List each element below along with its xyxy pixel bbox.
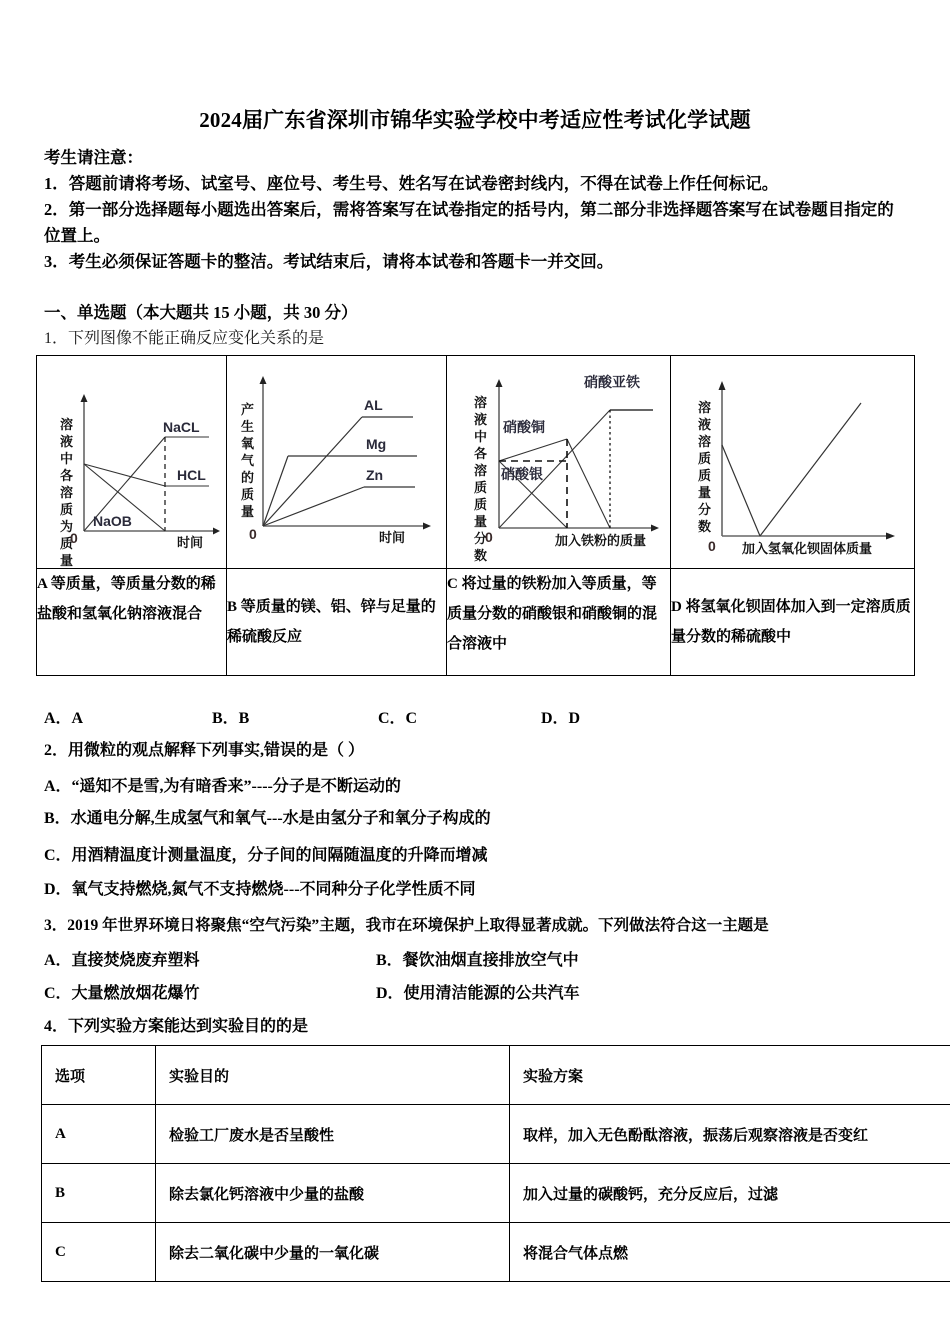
figure-cell-c bbox=[447, 356, 671, 569]
figure-cell-b bbox=[227, 356, 447, 569]
q1-choice-c[interactable]: C．C bbox=[378, 710, 418, 727]
q2-option-c[interactable]: C．用酒精温度计测量温度，分子间的间隔随温度的升降而增减 bbox=[44, 847, 488, 864]
chart-b-xlabel: 时间 bbox=[379, 530, 406, 545]
chart-a-xlabel: 时间 bbox=[177, 535, 204, 550]
q1-choice-d[interactable]: D．D bbox=[541, 710, 581, 727]
chart-panel-d bbox=[671, 356, 914, 568]
figure-cell-d bbox=[671, 356, 915, 569]
caption-row bbox=[37, 569, 915, 676]
figure-caption-b: B 等质量的镁、铝、锌与足量的稀硫酸反应 bbox=[227, 569, 447, 676]
table-header-row bbox=[42, 1046, 950, 1105]
q3-option-a[interactable]: A．直接焚烧废弃塑料 bbox=[44, 952, 200, 969]
th-scheme: 实验方案 bbox=[510, 1046, 950, 1105]
question-3-stem: 3．2019 年世界环境日将聚焦“空气污染”主题，我市在环境保护上取得显著成就。下列做法符合这一主题是 bbox=[44, 917, 769, 934]
row-b-purpose: 除去氯化钙溶液中少量的盐酸 bbox=[156, 1164, 510, 1223]
q1-choice-b[interactable]: B．B bbox=[212, 710, 250, 727]
row-c-purpose: 除去二氧化碳中少量的一氧化碳 bbox=[156, 1223, 510, 1282]
chart-c-series-ferrous-nitrate: 硝酸亚铁 bbox=[584, 374, 640, 390]
notice-item-2: 2．第一部分选择题每小题选出答案后，需将答案写在试卷指定的括号内，第二部分非选择题答案写在试卷题目指定的位置上。 bbox=[44, 200, 894, 245]
q3-option-b[interactable]: B．餐饮油烟直接排放空气中 bbox=[376, 952, 579, 969]
q1-choice-a[interactable]: A．A bbox=[44, 710, 84, 727]
chart-b-origin-label: 0 bbox=[249, 526, 257, 542]
question-4-stem: 4．下列实验方案能达到实验目的的是 bbox=[44, 1018, 309, 1035]
question-1-figure-table bbox=[36, 355, 915, 676]
notice-item-1: 1．答题前请将考场、试室号、座位号、考生号、姓名写在试卷密封线内，不得在试卷上作任何标记。 bbox=[44, 174, 779, 193]
chart-panel-b bbox=[227, 356, 446, 568]
chart-a-origin-label: 0 bbox=[70, 530, 78, 546]
question-4-table bbox=[41, 1045, 950, 1282]
row-b-scheme: 加入过量的碳酸钙，充分反应后，过滤 bbox=[510, 1164, 950, 1223]
chart-b-svg bbox=[227, 356, 446, 568]
figure-caption-c: C 将过量的铁粉加入等质量，等质量分数的硝酸银和硝酸铜的混合溶液中 bbox=[447, 569, 671, 676]
notice-heading: 考生请注意： bbox=[44, 148, 143, 167]
row-c-option: C bbox=[42, 1223, 156, 1282]
chart-panel-c bbox=[447, 356, 670, 568]
chart-b-series-zn: Zn bbox=[366, 467, 384, 483]
chart-c-series-copper-nitrate: 硝酸铜 bbox=[503, 419, 545, 435]
chart-c-series-silver-nitrate: 硝酸银 bbox=[501, 466, 543, 482]
chart-c-origin-label: 0 bbox=[485, 529, 493, 545]
chart-d-origin-label: 0 bbox=[708, 538, 716, 554]
q3-option-c[interactable]: C．大量燃放烟花爆竹 bbox=[44, 985, 200, 1002]
chart-b-series-mg: Mg bbox=[366, 436, 387, 452]
chart-c-xlabel: 加入铁粉的质量 bbox=[555, 533, 647, 548]
chart-a-series-hcl: HCL bbox=[177, 467, 206, 483]
chart-d-ylabel: 溶液溶质质量分数 bbox=[697, 400, 711, 534]
chart-b-series-al: AL bbox=[364, 397, 383, 413]
row-a-scheme: 取样，加入无色酚酞溶液，振荡后观察溶液是否变红 bbox=[510, 1105, 950, 1164]
chart-a-series-nacl: NaCL bbox=[163, 419, 200, 435]
q2-option-d[interactable]: D．氧气支持燃烧,氮气不支持燃烧---不同种分子化学性质不同 bbox=[44, 881, 476, 898]
row-c-scheme: 将混合气体点燃 bbox=[510, 1223, 950, 1282]
q3-option-d[interactable]: D．使用清洁能源的公共汽车 bbox=[376, 985, 580, 1002]
chart-d-xlabel: 加入氢氧化钡固体质量 bbox=[742, 541, 873, 556]
chart-c-ylabel: 溶液中各溶质质量分数 bbox=[473, 395, 487, 563]
table-row bbox=[42, 1105, 950, 1164]
question-1-stem: 1．下列图像不能正确反应变化关系的是 bbox=[44, 330, 325, 347]
figure-caption-d: D 将氢氧化钡固体加入到一定溶质质量分数的稀硫酸中 bbox=[671, 569, 915, 676]
th-option: 选项 bbox=[42, 1046, 156, 1105]
chart-b-ylabel: 产生氧气的质量 bbox=[240, 402, 254, 519]
figure-cell-a bbox=[37, 356, 227, 569]
notice-item-3: 3．考生必须保证答题卡的整洁。考试结束后，请将本试卷和答题卡一并交回。 bbox=[44, 252, 614, 271]
question-2-stem: 2．用微粒的观点解释下列事实,错误的是（ ） bbox=[44, 742, 365, 759]
table-row bbox=[42, 1164, 950, 1223]
row-a-purpose: 检验工厂废水是否呈酸性 bbox=[156, 1105, 510, 1164]
section-heading: 一、单选题（本大题共 15 小题，共 30 分） bbox=[44, 303, 358, 322]
figure-caption-a: A 等质量，等质量分数的稀盐酸和氢氧化钠溶液混合 bbox=[37, 569, 227, 676]
chart-a-ylabel: 溶液中各溶质为质量 bbox=[59, 417, 73, 568]
page-title: 2024届广东省深圳市锦华实验学校中考适应性考试化学试题 bbox=[199, 108, 751, 132]
th-purpose: 实验目的 bbox=[156, 1046, 510, 1105]
figure-row bbox=[37, 356, 915, 569]
q2-option-b[interactable]: B．水通电分解,生成氢气和氧气---水是由氢分子和氧分子构成的 bbox=[44, 810, 491, 827]
row-a-option: A bbox=[42, 1105, 156, 1164]
chart-a-series-naob: NaOB bbox=[93, 513, 132, 529]
chart-panel-a bbox=[37, 356, 226, 568]
table-row bbox=[42, 1223, 950, 1282]
q2-option-a[interactable]: A．“遥知不是雪,为有暗香来”----分子是不断运动的 bbox=[44, 778, 401, 795]
candidate-notice bbox=[44, 145, 910, 275]
row-b-option: B bbox=[42, 1164, 156, 1223]
